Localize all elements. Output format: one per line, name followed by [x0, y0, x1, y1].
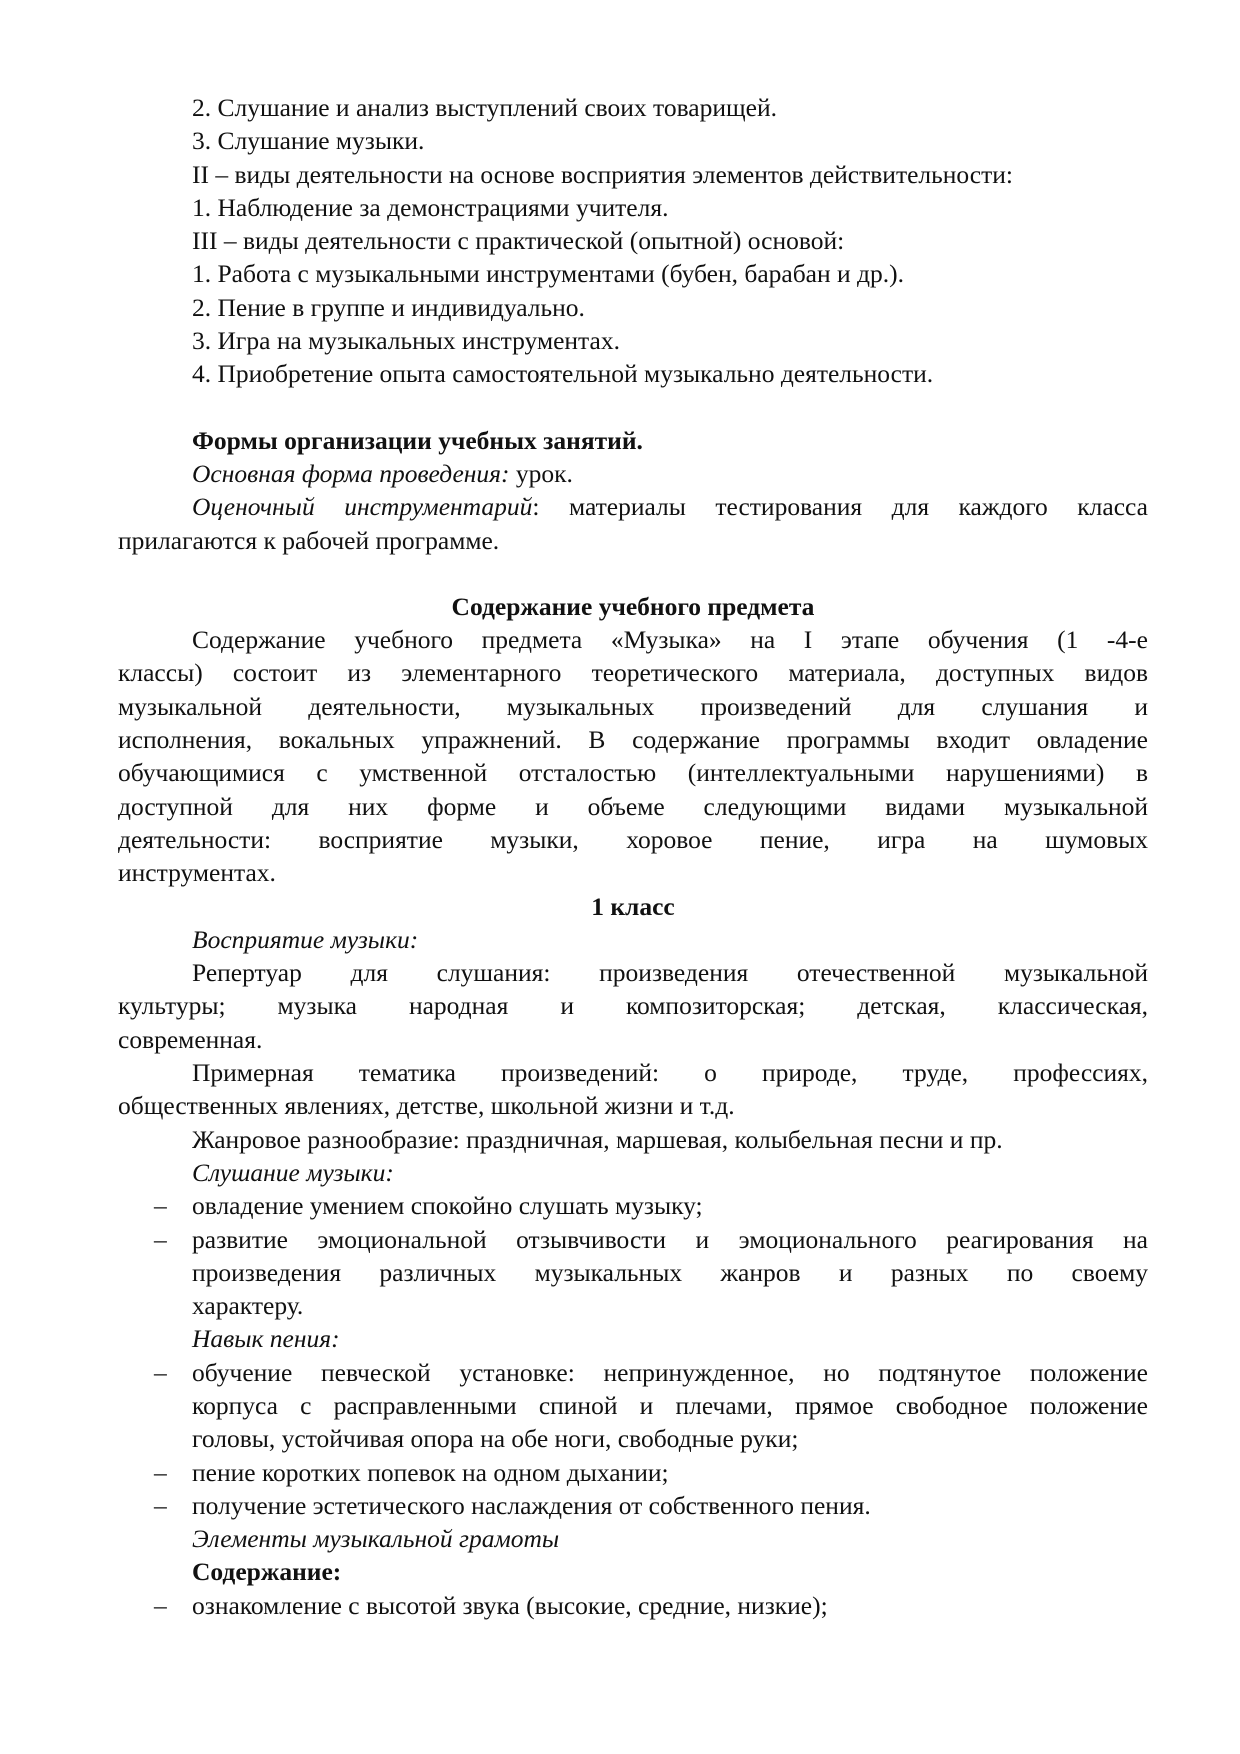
dash-marker: – [154, 1457, 167, 1487]
list-item-line: овладение умением спокойно слушать музыку; [192, 1191, 703, 1221]
perception-label: Восприятие музыки: [192, 924, 419, 954]
singing-list [118, 1356, 1148, 1522]
dash-marker: – [154, 1224, 167, 1254]
list-item [118, 1489, 1148, 1522]
paragraph-line: классы) состоит из элементарного теоретического материала, доступных видов [118, 658, 1148, 688]
singing-label: Навык пения: [192, 1324, 340, 1354]
repertoire-line: культуры; музыка народная и композиторская; детская, классическая, [118, 991, 1148, 1021]
dash-marker: – [154, 1357, 167, 1387]
list-item-line: корпуса с расправленными спиной и плечами, прямое свободное положение [192, 1390, 1148, 1420]
paragraph-line: инструментах. [118, 858, 276, 888]
spacer [118, 391, 1148, 424]
genres-line: Жанровое разнообразие: праздничная, маршевая, колыбельная песни и пр. [192, 1124, 1003, 1154]
assessment-text: : материалы тестирования для каждого класса [532, 492, 1148, 522]
list-line: II – виды деятельности на основе восприятия элементов действительности: [192, 159, 1013, 189]
list-item [118, 1189, 1148, 1222]
main-form-label: Основная форма проведения: [192, 458, 510, 488]
list-item [118, 1456, 1148, 1489]
list-item-line: обучение певческой установке: непринужденное, но подтянутое положение [192, 1357, 1148, 1387]
paragraph-line: обучающимися с умственной отсталостью (интеллектуальными нарушениями) в [118, 758, 1148, 788]
paragraph-line: исполнения, вокальных упражнений. В содержание программы входит овладение [118, 725, 1148, 755]
list-line: 4. Приобретение опыта самостоятельной музыкально деятельности. [192, 359, 934, 389]
paragraph-line: доступной для них форме и объеме следующими видами музыкальной [118, 791, 1148, 821]
themes-line: Примерная тематика произведений: о природе, труде, профессиях, [192, 1058, 1148, 1088]
list-item-line: головы, устойчивая опора на обе ноги, свободные руки; [192, 1424, 799, 1454]
list-line: 3. Игра на музыкальных инструментах. [192, 326, 620, 356]
list-item [118, 1223, 1148, 1323]
literacy-label: Элементы музыкальной грамоты [192, 1524, 560, 1554]
list-item-line: произведения различных музыкальных жанров и разных по своему [192, 1257, 1148, 1287]
repertoire-line: современная. [118, 1024, 263, 1054]
list-line: 2. Слушание и анализ выступлений своих товарищей. [192, 93, 777, 122]
forms-section [118, 424, 1148, 557]
grade-1-section [118, 890, 1148, 1623]
listening-list [118, 1189, 1148, 1322]
list-item-line: развитие эмоциональной отзывчивости и эмоционального реагирования на [192, 1224, 1148, 1254]
repertoire-line: Репертуар для слушания: произведения отечественной музыкальной [192, 958, 1148, 988]
paragraph-line: Содержание учебного предмета «Музыка» на I этапе обучения (1 -4-е [192, 625, 1148, 655]
list-item-line: ознакомление с высотой звука (высокие, средние, низкие); [192, 1590, 828, 1620]
list-line: 2. Пение в группе и индивидуально. [192, 292, 585, 322]
forms-heading: Формы организации учебных занятий. [192, 425, 643, 455]
section-heading: Содержание учебного предмета [451, 591, 815, 621]
list-line: 1. Работа с музыкальными инструментами (бубен, барабан и др.). [192, 259, 905, 289]
dash-marker: – [154, 1191, 167, 1221]
paragraph-line: музыкальной деятельности, музыкальных произведений для слушания и [118, 691, 1148, 721]
subject-content-section [118, 590, 1148, 890]
literacy-list [118, 1589, 1148, 1622]
assessment-line [118, 490, 1148, 523]
page-content [118, 91, 1148, 1622]
dash-marker: – [154, 1590, 167, 1620]
list-item-line: пение коротких попевок на одном дыхании; [192, 1457, 669, 1487]
list-item-line: характеру. [192, 1291, 304, 1321]
list-item-line: получение эстетического наслаждения от собственного пения. [192, 1490, 871, 1520]
spacer [118, 557, 1148, 590]
list-line: III – виды деятельности с практической (опытной) основой: [192, 226, 845, 256]
assessment-line-2: прилагаются к рабочей программе. [118, 525, 500, 555]
dash-marker: – [154, 1490, 167, 1520]
listening-label: Слушание музыки: [192, 1157, 394, 1187]
grade-heading: 1 класс [591, 891, 675, 921]
main-form-value: урок. [509, 458, 573, 488]
themes-line: общественных явлениях, детстве, школьной жизни и т.д. [118, 1091, 735, 1121]
contents-label: Содержание: [192, 1557, 342, 1587]
assessment-label: Оценочный инструментарий [192, 492, 533, 522]
list-item [118, 1589, 1148, 1622]
list-item [118, 1356, 1148, 1456]
activity-types-list [118, 91, 1148, 391]
paragraph-line: деятельности: восприятие музыки, хоровое пение, игра на шумовых [118, 824, 1148, 854]
main-form-line [118, 457, 1148, 490]
list-line: 3. Слушание музыки. [192, 126, 425, 156]
list-line: 1. Наблюдение за демонстрациями учителя. [192, 192, 669, 222]
